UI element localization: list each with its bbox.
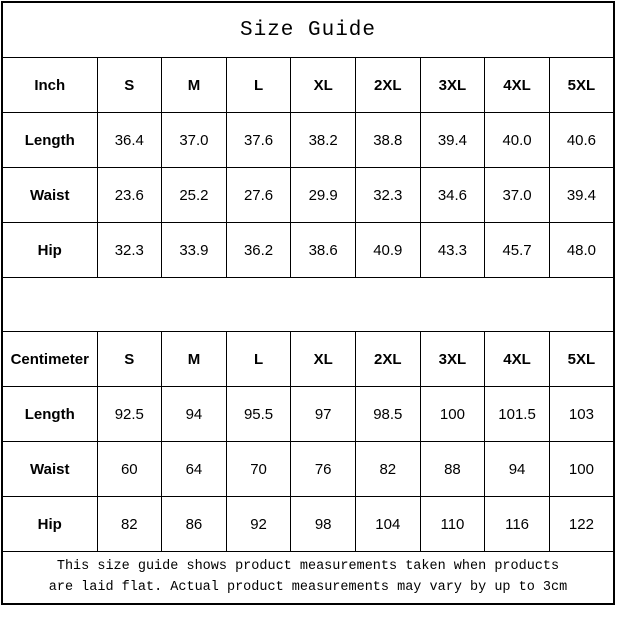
size-col-header: 4XL [485,332,550,387]
size-col-header: 2XL [356,58,421,113]
measurement-value: 36.4 [97,113,162,168]
measurement-value: 43.3 [420,223,485,278]
size-col-header: 4XL [485,58,550,113]
table-row [2,387,614,442]
measurement-value: 32.3 [356,168,421,223]
measurement-value: 92 [226,497,291,552]
measurement-value: 27.6 [226,168,291,223]
measurement-value: 101.5 [485,387,550,442]
unit-header-inch: Inch [2,58,97,113]
measurement-value: 122 [549,497,614,552]
measurement-value: 94 [162,387,227,442]
size-col-header: M [162,332,227,387]
footer-note-line2: are laid flat. Actual product measurements may vary by up to 3cm [48,579,568,595]
row-label: Hip [2,497,97,552]
centimeter-header-row [2,332,614,387]
measurement-value: 103 [549,387,614,442]
measurement-value: 48.0 [549,223,614,278]
measurement-value: 95.5 [226,387,291,442]
footer-note [2,552,614,605]
row-label: Waist [2,168,97,223]
measurement-value: 37.0 [162,113,227,168]
size-col-header: M [162,58,227,113]
row-label: Hip [2,223,97,278]
row-label: Length [2,387,97,442]
table-row [2,113,614,168]
measurement-value: 110 [420,497,485,552]
size-col-header: S [97,58,162,113]
measurement-value: 25.2 [162,168,227,223]
size-col-header: 3XL [420,332,485,387]
measurement-value: 98.5 [356,387,421,442]
spacer-row [2,278,614,332]
table-row [2,497,614,552]
size-col-header: XL [291,58,356,113]
measurement-value: 45.7 [485,223,550,278]
measurement-value: 82 [356,442,421,497]
measurement-value: 32.3 [97,223,162,278]
measurement-value: 23.6 [97,168,162,223]
measurement-value: 82 [97,497,162,552]
inch-header-row [2,58,614,113]
size-col-header: 2XL [356,332,421,387]
measurement-value: 29.9 [291,168,356,223]
measurement-value: 104 [356,497,421,552]
spacer-cell [2,278,614,332]
measurement-value: 37.6 [226,113,291,168]
measurement-value: 86 [162,497,227,552]
measurement-value: 40.9 [356,223,421,278]
title-row [2,2,614,58]
footer-note-line1: This size guide shows product measurements taken when products [56,558,560,574]
size-col-header: 5XL [549,58,614,113]
measurement-value: 88 [420,442,485,497]
measurement-value: 39.4 [420,113,485,168]
measurement-value: 76 [291,442,356,497]
measurement-value: 38.6 [291,223,356,278]
measurement-value: 34.6 [420,168,485,223]
measurement-value: 70 [226,442,291,497]
measurement-value: 60 [97,442,162,497]
size-guide-table [1,1,615,605]
size-col-header: 5XL [549,332,614,387]
row-label: Length [2,113,97,168]
size-col-header: S [97,332,162,387]
measurement-value: 94 [485,442,550,497]
row-label: Waist [2,442,97,497]
size-guide-sheet [1,1,615,615]
measurement-value: 40.0 [485,113,550,168]
unit-header-centimeter: Centimeter [2,332,97,387]
footer-row [2,552,614,605]
size-col-header: L [226,58,291,113]
measurement-value: 37.0 [485,168,550,223]
measurement-value: 38.2 [291,113,356,168]
size-col-header: 3XL [420,58,485,113]
measurement-value: 36.2 [226,223,291,278]
measurement-value: 33.9 [162,223,227,278]
table-row [2,442,614,497]
measurement-value: 97 [291,387,356,442]
measurement-value: 100 [420,387,485,442]
measurement-value: 92.5 [97,387,162,442]
measurement-value: 40.6 [549,113,614,168]
measurement-value: 64 [162,442,227,497]
size-col-header: XL [291,332,356,387]
page-title: Size Guide [2,2,614,58]
measurement-value: 39.4 [549,168,614,223]
measurement-value: 116 [485,497,550,552]
table-row [2,223,614,278]
table-row [2,168,614,223]
measurement-value: 100 [549,442,614,497]
measurement-value: 98 [291,497,356,552]
measurement-value: 38.8 [356,113,421,168]
size-col-header: L [226,332,291,387]
